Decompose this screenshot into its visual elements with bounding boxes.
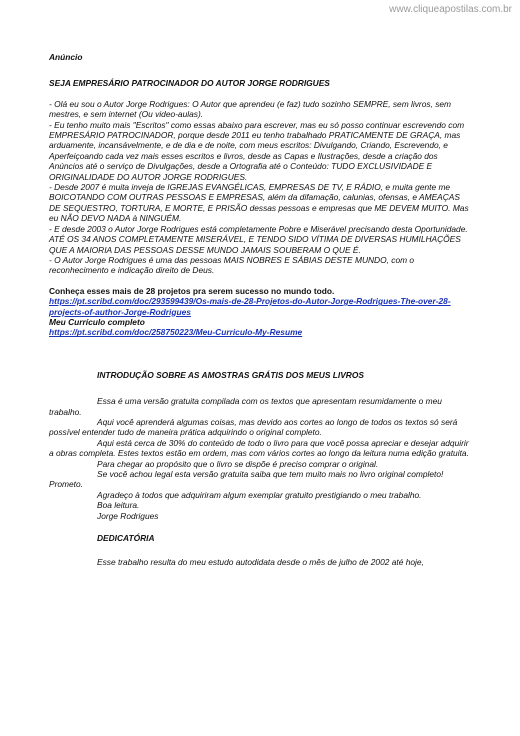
anuncio-paragraph-3: - Desde 2007 é muita inveja de IGREJAS EVANGÉLICAS, EMPRESAS DE TV, E RÁDIO, e muita gente me BOICOTANDO COM OUTRAS PESSOAS E EMPRESAS, além da difamação, calunias, ofensas, e AMEAÇAS DE SEQUESTRO, TORTURA, E MORTE, E PRISÃO dessas pessoas e empresas que ME DEVEM MUITO. Mas eu NÃO DEVO NADA à NINGUÉM. [49, 182, 469, 224]
anuncio-paragraph-2: - Eu tenho muito mais "Escritos" como essas abaixo para escrever, mas eu só posso continuar escrevendo com EMPRESÁRIO PATROCINADOR, porque desde 2011 eu tenho trabalhado PRATICAMENTE DE GRAÇA, mas arduamente, incansávelmente, e de dia e de noite, com meus escritos: Divulgando, Criando, Escrevendo, e Aperfeiçoando cada vez mais esses escritos e livros, desde as Capas e Ilustrações, desde a criação dos Anúncios até o serviço de Divulgações, desde a Ortografia até o Conteúdo: TUDO EXCLUSIVIDADE E ORIGINALIDADE DO AUTOR JORGE RODRIGUES. [49, 119, 465, 182]
curriculo-link[interactable]: https://pt.scribd.com/doc/258750223/Meu-Curriculo-My-Resume [49, 327, 303, 338]
document-page [49, 52, 469, 568]
projetos-link[interactable]: https://pt.scribd.com/doc/293599439/Os-mais-de-28-Projetos-do-Autor-Jorge-Rodrigues-The-over-28-projects-of-author-Jorge-Rodrigues [49, 296, 451, 317]
curriculo-label: Meu Currículo completo [49, 316, 145, 327]
anuncio-paragraph-1: - Olá eu sou o Autor Jorge Rodrigues: O Autor que aprendeu (e faz) tudo sozinho SEMPRE, sem livros, sem mestres, e sem internet (Ou video-aulas). [49, 98, 452, 120]
intro-paragraph-7: Boa leitura. [97, 500, 140, 511]
anuncio-title: SEJA EMPRESÁRIO PATROCINADOR DO AUTOR JORGE RODRIGUES [49, 78, 330, 89]
anuncio-label: Anúncio [49, 52, 83, 62]
intro-paragraph-1: Essa é uma versão gratuita compilada com os textos que apresentam resumidamente o meu trabalho. [49, 396, 442, 417]
intro-paragraph-5: Se você achou legal esta versão gratuita saiba que tem muito mais no livro original completo! Prometo. [49, 469, 444, 490]
intro-heading: INTRODUÇÃO SOBRE AS AMOSTRAS GRÁTIS DOS MEUS LIVROS [97, 369, 364, 380]
projetos-text: Conheça esses mais de 28 projetos pra serem sucesso no mundo todo. [49, 285, 335, 296]
anuncio-paragraph-4: - E desde 2003 o Autor Jorge Rodrigues está completamente Pobre e Miserável precisando desta Oportunidade. ATÉ OS 34 ANOS COMPLETAMENTE MISERÁVEL, E TENDO SIDO VÍTIMA DE DIVERSAS HUMILHAÇÕES QUE A MAIORIA DAS PESSOAS DESSE MUNDO JAMAIS SOUBERAM O QUE É. [49, 223, 468, 255]
intro-signature: Jorge Rodrigues [97, 510, 159, 521]
intro-paragraph-4: Para chegar ao propósito que o livro se dispõe é preciso comprar o original. [97, 458, 379, 469]
dedicatoria-heading: DEDICATÓRIA [97, 533, 155, 544]
dedicatoria-paragraph-1: Esse trabalho resulta do meu estudo autodidata desde o mês de julho de 2002 até hoje, [97, 557, 424, 568]
anuncio-paragraph-5: - O Autor Jorge Rodrigues é uma das pessoas MAIS NOBRES E SÁBIAS DESTE MUNDO, com o reconhecimento e indicação direito de Deus. [49, 254, 415, 276]
intro-paragraph-2: Aqui você aprenderá algumas coisas, mas devido aos cortes ao longo de todos os textos só será possível entender tudo de maneira prática adquirindo o original completo. [49, 416, 458, 438]
intro-paragraph-3: Aqui está cerca de 30% do conteúdo de todo o livro para que você possa apreciar e desejar adquirir a obras completa. Estes textos estão em ordem, mas com vários cortes ao longo da leitura numa edição gratuita. [49, 437, 469, 459]
intro-paragraph-6: Agradeço à todos que adquiriram algum exemplar gratuito prestigiando o meu trabalho. [97, 489, 422, 500]
site-watermark: www.cliqueapostilas.com.br [389, 4, 512, 15]
